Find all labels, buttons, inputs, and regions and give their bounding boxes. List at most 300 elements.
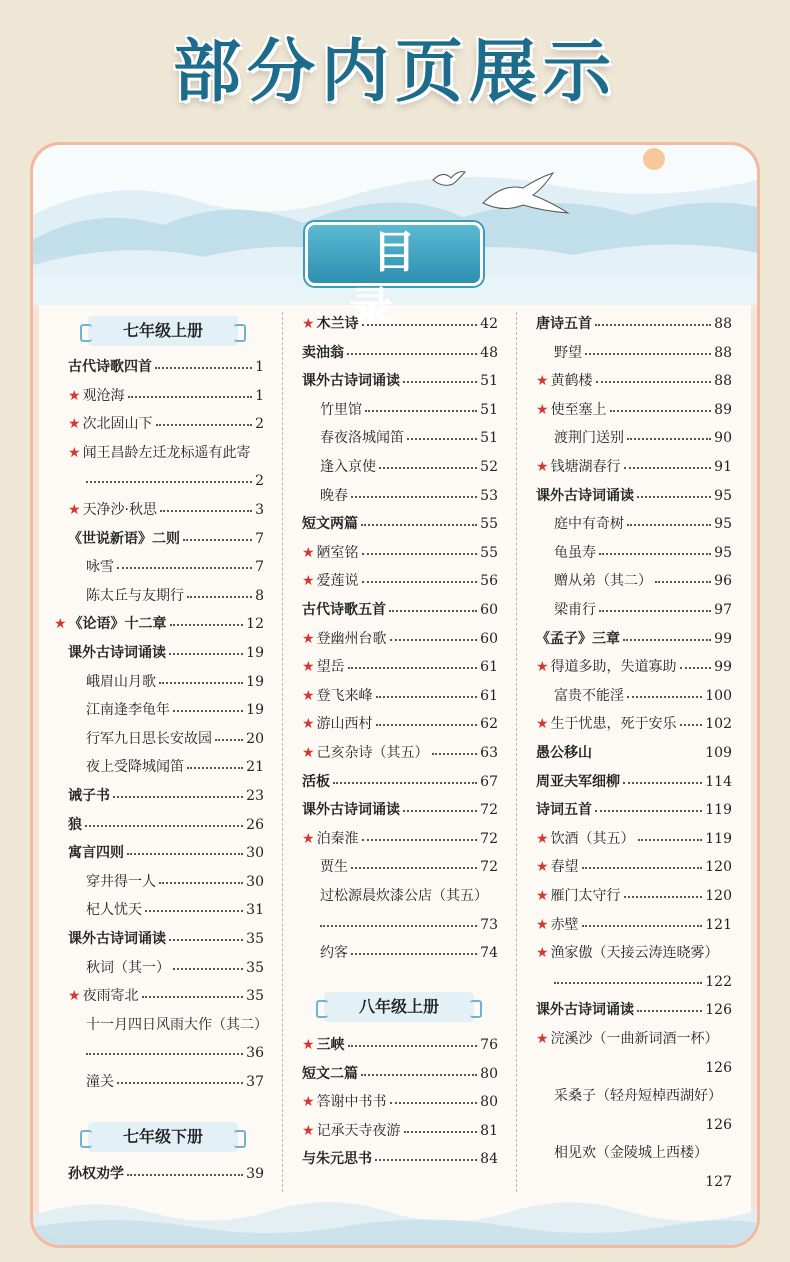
- page-number: 81: [480, 1122, 498, 1139]
- leader-dots: [351, 942, 477, 955]
- star-icon: ★: [302, 716, 315, 733]
- toc-entry[interactable]: [536, 856, 732, 878]
- star-icon: ★: [536, 945, 549, 962]
- star-icon: ★: [68, 387, 81, 404]
- page-number: 26: [246, 816, 264, 833]
- page-number: 88: [714, 373, 732, 390]
- entry-title: 周亚夫军细柳: [536, 773, 620, 790]
- page-number: 127: [705, 1174, 732, 1190]
- entry-title: 逢入京使: [320, 459, 376, 475]
- toc-entry[interactable]: [536, 742, 732, 764]
- entry-title: 陋室铭: [316, 544, 359, 561]
- page-number: 80: [480, 1065, 498, 1082]
- toc-entry[interactable]: [302, 799, 498, 821]
- leader-dots: [404, 1120, 478, 1133]
- toc-title-badge: 目录: [305, 222, 483, 286]
- star-icon: ★: [302, 1094, 315, 1111]
- toc-row-continuation[interactable]: [554, 971, 732, 993]
- entry-title: 约客: [320, 945, 348, 962]
- leader-dots: [680, 713, 703, 726]
- toc-entry[interactable]: [302, 828, 498, 850]
- toc-entry[interactable]: [536, 485, 732, 507]
- leader-dots: [432, 742, 478, 755]
- entry-title: 春望: [550, 859, 579, 876]
- toc-entry[interactable]: [554, 1085, 732, 1107]
- page-number: 61: [480, 659, 498, 676]
- entry-title: 登幽州台歌: [316, 630, 387, 647]
- star-icon: ★: [302, 1122, 315, 1139]
- leader-dots: [599, 599, 711, 612]
- entry-title: 渔家傲（天接云涛连晓雾）: [550, 945, 719, 962]
- toc-entry[interactable]: [302, 1034, 498, 1056]
- toc-entry[interactable]: [536, 999, 732, 1021]
- entry-title: 得道多助，失道寡助: [550, 659, 677, 676]
- toc-entry[interactable]: [320, 427, 498, 449]
- leader-dots: [348, 1034, 478, 1047]
- leader-dots: [595, 313, 711, 326]
- entry-title: 钱塘湖春行: [550, 459, 621, 475]
- entry-title: 孙权劝学: [68, 1166, 124, 1182]
- toc-entry[interactable]: [54, 613, 264, 635]
- entry-title: 古代诗歌四首: [68, 359, 152, 375]
- entry-title: 课外古诗词诵读: [68, 645, 166, 661]
- leader-dots: [173, 957, 243, 970]
- entry-title: 《孟子》三章: [536, 630, 620, 647]
- page-number: 42: [480, 316, 498, 332]
- page-number: 8: [255, 587, 264, 604]
- leader-dots: [187, 756, 243, 769]
- entry-title: 夜雨寄北: [82, 988, 139, 1005]
- leader-dots: [351, 856, 477, 869]
- page-number: 99: [714, 659, 732, 676]
- star-icon: ★: [302, 316, 315, 332]
- page-number: 20: [246, 730, 264, 747]
- page-number: 56: [480, 573, 498, 590]
- page-number: 84: [480, 1151, 498, 1168]
- page-number: 2: [255, 473, 264, 490]
- leader-dots: [582, 856, 703, 869]
- page-number: 120: [705, 859, 732, 876]
- page-number: 72: [480, 830, 498, 847]
- toc-entry[interactable]: [536, 942, 732, 964]
- leader-dots: [169, 928, 243, 941]
- toc-entry[interactable]: [86, 756, 264, 778]
- leader-dots: [169, 642, 243, 655]
- leader-dots: [348, 656, 478, 669]
- entry-title: 夜上受降城闻笛: [86, 759, 184, 776]
- page-number: 30: [246, 873, 264, 890]
- leader-dots: [86, 1042, 243, 1055]
- page-number: 95: [714, 544, 732, 561]
- leader-dots: [160, 499, 252, 512]
- entry-title: 短文两篇: [302, 516, 358, 533]
- page-number: 55: [480, 516, 498, 533]
- leader-dots: [145, 899, 243, 912]
- leader-dots: [627, 513, 711, 526]
- page-number: 7: [255, 559, 264, 576]
- leader-dots: [554, 971, 702, 984]
- toc-entry[interactable]: [86, 585, 264, 607]
- leader-dots: [655, 570, 711, 583]
- star-icon: ★: [536, 859, 549, 876]
- star-icon: ★: [536, 659, 549, 676]
- leader-dots: [117, 1071, 243, 1084]
- entry-title: 己亥杂诗（其五）: [316, 745, 429, 761]
- toc-entry[interactable]: [554, 599, 732, 621]
- leader-dots: [585, 342, 711, 355]
- page-number: 51: [480, 373, 498, 390]
- toc-entry[interactable]: [302, 313, 498, 335]
- sun-decoration: [643, 148, 665, 170]
- star-icon: ★: [302, 659, 315, 676]
- leader-dots: [362, 542, 478, 555]
- leader-dots: [173, 699, 243, 712]
- leader-dots: [680, 656, 712, 669]
- page-number: 23: [246, 788, 264, 804]
- entry-title: 课外古诗词诵读: [302, 802, 400, 819]
- toc-entry[interactable]: [68, 385, 264, 407]
- entry-title: 十一月四日风雨大作（其二）: [86, 1016, 268, 1033]
- page-number: 95: [714, 487, 732, 504]
- toc-entry[interactable]: [86, 728, 264, 750]
- entry-title: 春夜洛城闻笛: [320, 430, 404, 447]
- leader-dots: [637, 999, 702, 1012]
- toc-entry[interactable]: [302, 1091, 498, 1113]
- page-number: 48: [480, 344, 498, 361]
- entry-title: 行军九日思长安故园: [86, 730, 212, 747]
- leader-dots: [638, 828, 703, 841]
- toc-entry[interactable]: [554, 685, 732, 707]
- entry-title: 木兰诗: [316, 316, 359, 332]
- entry-title: 望岳: [316, 659, 345, 676]
- entry-title: 寓言四则: [68, 845, 124, 862]
- leader-dots: [403, 799, 477, 812]
- toc-entry[interactable]: [68, 785, 264, 807]
- toc-entry[interactable]: [320, 399, 498, 421]
- entry-title: 贾生: [320, 859, 348, 876]
- entry-title: 登飞来峰: [316, 687, 373, 704]
- page-number: 19: [246, 673, 264, 690]
- entry-title: 使至塞上: [550, 401, 607, 418]
- toc-row-continuation[interactable]: [554, 1114, 732, 1136]
- entry-title: 《世说新语》二则: [68, 530, 180, 547]
- toc-entry[interactable]: [86, 699, 264, 721]
- entry-title: 陈太丘与友期行: [86, 587, 184, 604]
- toc-entry[interactable]: [320, 942, 498, 964]
- leader-dots: [610, 399, 712, 412]
- entry-title: 课外古诗词诵读: [302, 373, 400, 390]
- star-icon: ★: [536, 888, 549, 904]
- entry-title: 赤壁: [550, 916, 579, 933]
- entry-title: 唐诗五首: [536, 316, 592, 332]
- page-number: 35: [246, 988, 264, 1005]
- star-icon: ★: [536, 1031, 549, 1047]
- leader-dots: [376, 713, 478, 726]
- leader-dots: [361, 513, 477, 526]
- grade-heading: 八年级上册: [324, 992, 474, 1022]
- toc-entry[interactable]: [536, 456, 732, 478]
- entry-title: 诫子书: [68, 788, 110, 804]
- entry-title: 秋词（其一）: [86, 959, 170, 976]
- leader-dots: [375, 1148, 477, 1161]
- toc-entry[interactable]: [536, 1028, 732, 1050]
- entry-title: 富贵不能淫: [554, 687, 624, 704]
- page-number: 99: [714, 630, 732, 647]
- star-icon: ★: [536, 459, 549, 475]
- entry-title: 梁甫行: [554, 602, 596, 618]
- star-icon: ★: [68, 444, 81, 461]
- toc-entry[interactable]: [554, 1142, 732, 1164]
- entry-title: 赠从弟（其二）: [554, 573, 652, 590]
- leader-dots: [362, 828, 478, 841]
- toc-entry[interactable]: [302, 742, 498, 764]
- toc-entry[interactable]: [320, 856, 498, 878]
- page-number: 76: [480, 1037, 498, 1053]
- toc-entry[interactable]: [86, 957, 264, 979]
- page-number: 126: [705, 1002, 732, 1019]
- toc-entry[interactable]: [68, 442, 264, 464]
- toc-entry[interactable]: [302, 771, 498, 793]
- toc-entry[interactable]: [554, 427, 732, 449]
- entry-title: 过松源晨炊漆公店（其五）: [320, 888, 488, 904]
- entry-title: 古代诗歌五首: [302, 602, 386, 618]
- leader-dots: [86, 470, 252, 483]
- leader-dots: [624, 456, 712, 469]
- page-number: 74: [480, 945, 498, 962]
- leader-dots: [390, 628, 478, 641]
- entry-title: 观沧海: [82, 387, 125, 404]
- leader-dots: [596, 370, 712, 383]
- toc-entry[interactable]: [86, 1071, 264, 1093]
- leader-dots: [627, 685, 702, 698]
- page-number: 7: [255, 530, 264, 547]
- star-icon: ★: [536, 916, 549, 933]
- page-number: 114: [705, 773, 732, 790]
- toc-entry[interactable]: [302, 685, 498, 707]
- toc-entry[interactable]: [536, 885, 732, 907]
- entry-title: 咏雪: [86, 559, 114, 576]
- entry-title: 黄鹤楼: [550, 373, 593, 390]
- toc-entry[interactable]: [68, 356, 264, 378]
- leader-dots: [187, 585, 252, 598]
- toc-entry[interactable]: [554, 342, 732, 364]
- leader-dots: [170, 613, 244, 626]
- entry-title: 爱莲说: [316, 573, 359, 590]
- page-number: 91: [714, 459, 732, 475]
- entry-title: 江南逢李龟年: [86, 702, 170, 719]
- toc-entry[interactable]: [302, 656, 498, 678]
- toc-entry[interactable]: [86, 556, 264, 578]
- star-icon: ★: [536, 401, 549, 418]
- leader-dots: [159, 871, 243, 884]
- toc-entry[interactable]: [302, 570, 498, 592]
- leader-dots: [183, 528, 252, 541]
- leader-dots: [595, 799, 702, 812]
- toc-entry[interactable]: [302, 542, 498, 564]
- star-icon: ★: [302, 687, 315, 704]
- entry-title: 饮酒（其五）: [550, 830, 635, 847]
- leader-dots: [365, 399, 477, 412]
- toc-entry[interactable]: [536, 628, 732, 650]
- toc-entry[interactable]: [68, 1163, 264, 1185]
- page-number: 31: [246, 902, 264, 919]
- toc-entry[interactable]: [68, 814, 264, 836]
- page-number: 60: [480, 602, 498, 618]
- toc-entry[interactable]: [86, 899, 264, 921]
- page-number: 96: [714, 573, 732, 590]
- entry-title: 记承天寺夜游: [316, 1122, 401, 1139]
- star-icon: ★: [68, 988, 81, 1005]
- page-number: 21: [246, 759, 264, 776]
- toc-entry[interactable]: [554, 542, 732, 564]
- toc-entry[interactable]: [86, 671, 264, 693]
- entry-title: 卖油翁: [302, 344, 344, 361]
- column-divider: [282, 312, 283, 1192]
- page-number: 55: [480, 544, 498, 561]
- star-icon: ★: [68, 502, 81, 518]
- page-number: 102: [705, 716, 732, 733]
- leader-dots: [156, 413, 253, 426]
- toc-entry[interactable]: [554, 513, 732, 535]
- star-icon: ★: [302, 544, 315, 561]
- toc-entry[interactable]: [536, 370, 732, 392]
- toc-entry[interactable]: [86, 1014, 268, 1036]
- toc-entry[interactable]: [68, 842, 264, 864]
- entry-title: 庭中有奇树: [554, 516, 624, 533]
- toc-entry[interactable]: [536, 771, 732, 793]
- star-icon: ★: [302, 830, 315, 847]
- page-number: 19: [246, 645, 264, 661]
- toc-entry[interactable]: [320, 485, 498, 507]
- leader-dots: [351, 485, 477, 498]
- toc-entry[interactable]: [302, 599, 498, 621]
- leader-dots: [117, 556, 252, 569]
- toc-entry[interactable]: [302, 370, 498, 392]
- page-number: 60: [480, 630, 498, 647]
- toc-entry[interactable]: [68, 642, 264, 664]
- toc-entry[interactable]: [68, 528, 264, 550]
- leader-dots: [627, 427, 711, 440]
- toc-entry[interactable]: [68, 499, 264, 521]
- leader-dots: [159, 671, 243, 684]
- toc-row-continuation[interactable]: [86, 1042, 264, 1064]
- toc-entry[interactable]: [302, 713, 498, 735]
- toc-entry[interactable]: [302, 1063, 498, 1085]
- page-number: 36: [246, 1045, 264, 1062]
- leader-dots: [127, 842, 243, 855]
- page-number: 12: [246, 616, 264, 633]
- entry-title: 晚春: [320, 487, 348, 504]
- page-number: 62: [480, 716, 498, 733]
- page-number: 126: [705, 1059, 732, 1076]
- entry-title: 诗词五首: [536, 802, 592, 819]
- entry-title: 生于忧患，死于安乐: [550, 716, 677, 733]
- toc-entry[interactable]: [536, 399, 732, 421]
- page-number: 121: [705, 916, 732, 933]
- entry-title: 《论语》十二章: [68, 616, 167, 633]
- page-number: 80: [480, 1094, 498, 1111]
- toc-entry[interactable]: [302, 1120, 498, 1142]
- toc-entry[interactable]: [302, 513, 498, 535]
- leader-dots: [362, 570, 478, 583]
- entry-title: 野望: [554, 344, 582, 361]
- leader-dots: [407, 427, 477, 440]
- page-number: 30: [246, 845, 264, 862]
- toc-entry[interactable]: [320, 456, 498, 478]
- entry-title: 次北固山下: [82, 416, 153, 433]
- page-number: 72: [480, 859, 498, 876]
- leader-dots: [624, 885, 703, 898]
- page-number: 89: [714, 401, 732, 418]
- toc-entry[interactable]: [320, 885, 498, 907]
- toc-entry[interactable]: [68, 985, 264, 1007]
- page-number: 35: [246, 959, 264, 976]
- entry-title: 活板: [302, 773, 330, 790]
- entry-title: 渡荆门送别: [554, 430, 624, 447]
- leader-dots: [320, 914, 477, 927]
- star-icon: ★: [536, 830, 549, 847]
- toc-entry[interactable]: [536, 313, 732, 335]
- leader-dots: [127, 1163, 243, 1176]
- entry-title: 与朱元思书: [302, 1151, 372, 1168]
- toc-row-continuation[interactable]: [86, 470, 264, 492]
- entry-title: 雁门太守行: [550, 888, 621, 904]
- bottom-wave-decoration: [33, 1185, 757, 1245]
- star-icon: ★: [302, 745, 315, 761]
- toc-entry[interactable]: [68, 928, 264, 950]
- star-icon: ★: [302, 1037, 315, 1053]
- page-number: 90: [714, 430, 732, 447]
- page-number: 52: [480, 459, 498, 475]
- page-number: 61: [480, 687, 498, 704]
- toc-entry[interactable]: [86, 871, 264, 893]
- entry-title: 峨眉山月歌: [86, 673, 156, 690]
- toc-entry[interactable]: [68, 413, 264, 435]
- toc-entry[interactable]: [536, 799, 732, 821]
- leader-dots: [142, 985, 244, 998]
- toc-entry[interactable]: [302, 628, 498, 650]
- toc-entry[interactable]: [554, 570, 732, 592]
- toc-entry[interactable]: [536, 713, 732, 735]
- toc-row-continuation[interactable]: [320, 914, 498, 936]
- toc-entry[interactable]: [302, 1148, 498, 1170]
- page-number: 119: [705, 802, 732, 819]
- entry-title: 天净沙·秋思: [82, 502, 158, 518]
- page-number: 109: [705, 745, 732, 761]
- entry-title: 采桑子（轻舟短棹西湖好）: [554, 1088, 722, 1105]
- toc-entry[interactable]: [302, 342, 498, 364]
- page-number: 97: [714, 602, 732, 618]
- grade-heading: 七年级上册: [88, 316, 238, 346]
- leader-dots: [361, 1063, 477, 1076]
- toc-entry[interactable]: [536, 828, 732, 850]
- toc-entry[interactable]: [536, 914, 732, 936]
- toc-row-continuation[interactable]: [554, 1057, 732, 1079]
- page-number: 1: [255, 387, 264, 404]
- entry-title: 杞人忧天: [86, 902, 142, 919]
- page-number: 120: [705, 888, 732, 904]
- leader-dots: [403, 370, 477, 383]
- leader-dots: [128, 385, 253, 398]
- page-number: 51: [480, 401, 498, 418]
- entry-title: 闻王昌龄左迁龙标遥有此寄: [82, 444, 251, 461]
- page-number: 2: [255, 416, 264, 433]
- page-number: 3: [255, 502, 264, 518]
- page-number: 73: [480, 916, 498, 933]
- toc-entry[interactable]: [536, 656, 732, 678]
- leader-dots: [623, 771, 702, 784]
- page-number: 19: [246, 702, 264, 719]
